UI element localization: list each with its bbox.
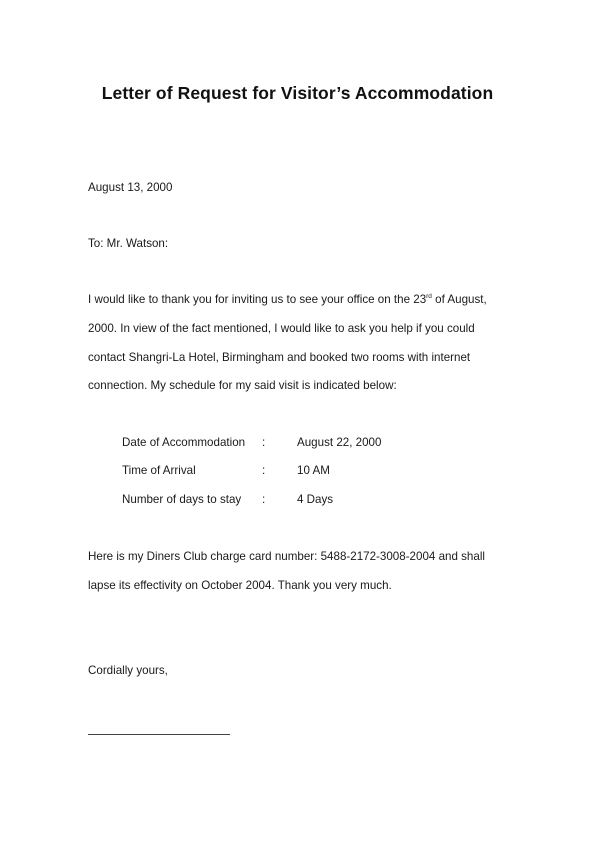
paragraph1-line1-text: I would like to thank you for inviting us to see your office on the 23 (88, 293, 427, 306)
ordinal-suffix: rd (426, 293, 432, 300)
schedule-label: Number of days to stay (122, 493, 242, 506)
schedule-separator: : (262, 436, 266, 449)
schedule-value: August 22, 2000 (297, 436, 382, 449)
schedule-value: 10 AM (297, 464, 330, 477)
letter-date: August 13, 2000 (88, 181, 173, 194)
schedule-separator: : (262, 493, 266, 506)
schedule-value: 4 Days (297, 493, 334, 506)
paragraph1-line4: connection. My schedule for my said visit is indicated below: (88, 379, 397, 392)
page-title: Letter of Request for Visitor’s Accommodation (101, 83, 494, 103)
paragraph1-line1 (88, 293, 503, 307)
paragraph1-line3: contact Shangri-La Hotel, Birmingham and booked two rooms with internet (88, 351, 471, 364)
paragraph2-line2: lapse its effectivity on October 2004. Thank you very much. (88, 579, 392, 592)
schedule-separator: : (262, 464, 266, 477)
paragraph1-line2: 2000. In view of the fact mentioned, I would like to ask you help if you could (88, 322, 475, 335)
schedule-label: Date of Accommodation (122, 436, 246, 449)
schedule-label: Time of Arrival (122, 464, 196, 477)
signature-line (88, 734, 230, 735)
salutation: To: Mr. Watson: (88, 237, 169, 250)
closing: Cordially yours, (88, 664, 168, 677)
paragraph2-line1: Here is my Diners Club charge card number: 5488-2172-3008-2004 and shall (88, 550, 485, 563)
paragraph1-line1-end: of August, (431, 293, 487, 306)
